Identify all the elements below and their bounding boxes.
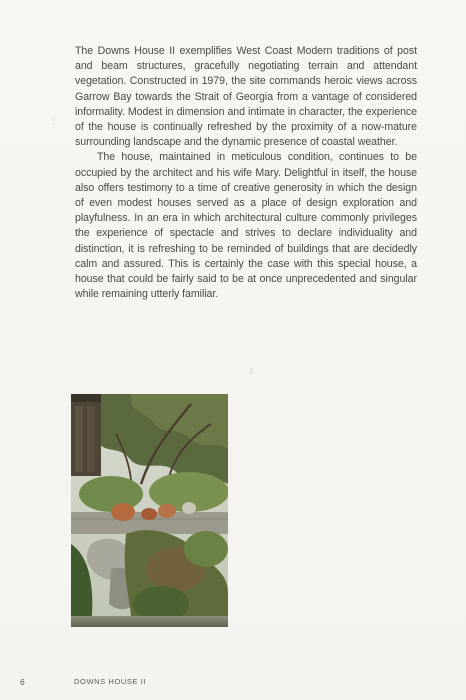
page-number: 6: [20, 677, 25, 687]
body-text: [75, 44, 417, 302]
paragraph-2: The house, maintained in meticulous condition, continues to be occupied by the architect and his wife Mary. Delightful in itself, the house also offers testimony to a time of creative generosity in which the design of even modest houses served as a place of design exploration and playfulness. In an era in which architectural culture commonly privileges the experience of spectacle and strives to declare individuality and distinction, it is refreshing to be reminded of buildings that are decidedly calm and assured. This is certainly the case with this special house, a house that could be fairly said to be at once unprecedented and singular while remaining utterly familiar.: [75, 151, 417, 301]
garden-photo: [71, 394, 228, 627]
garden-photo-illustration: [71, 394, 228, 627]
stray-mark-center: /: [250, 367, 253, 376]
paragraph-1: The Downs House II exemplifies West Coast Modern traditions of post and beam structures, gracefully negotiating terrain and attendant vegetation. Constructed in 1979, the site commands heroic views across Garrow Bay towards the Strait of Georgia from a vantage of considered informality. Modest in dimension and intimate in character, the experience of the house is continually refreshed by the proximity of a now-mature surrounding landscape and the dynamic presence of coastal weather.: [75, 45, 417, 149]
stray-mark-margin: ⁘: [50, 115, 57, 124]
running-title: DOWNS HOUSE II: [74, 677, 147, 686]
